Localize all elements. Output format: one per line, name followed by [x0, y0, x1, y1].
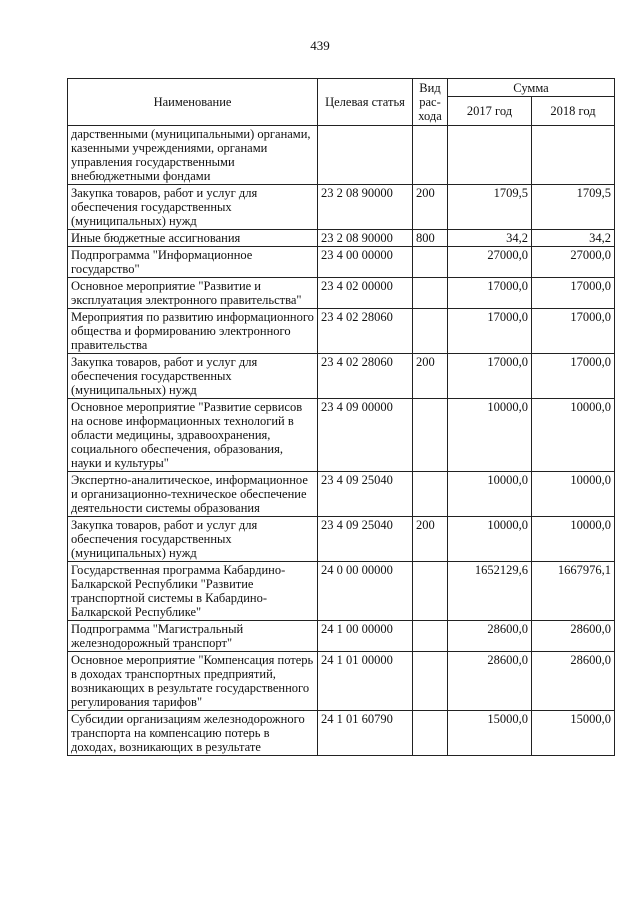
row-code: 23 4 02 28060	[318, 309, 413, 354]
row-sum-2018: 28600,0	[532, 621, 615, 652]
row-sum-2017: 17000,0	[448, 309, 532, 354]
row-sum-2018: 1667976,1	[532, 562, 615, 621]
row-vid	[413, 652, 448, 711]
table-row	[68, 309, 615, 354]
row-sum-2017: 1709,5	[448, 185, 532, 230]
row-code: 24 1 01 60790	[318, 711, 413, 756]
row-vid	[413, 247, 448, 278]
row-vid: 200	[413, 517, 448, 562]
row-name: Иные бюджетные ассигнования	[68, 230, 318, 247]
header-sum: Сумма	[448, 79, 615, 97]
table-row	[68, 399, 615, 472]
row-code: 24 1 00 00000	[318, 621, 413, 652]
row-name: Основное мероприятие "Развитие сервисов на основе информационных технологий в области медицины, здравоохранения, социального обеспечения, образования, науки и культуры"	[68, 399, 318, 472]
row-code: 23 4 00 00000	[318, 247, 413, 278]
row-sum-2018: 10000,0	[532, 399, 615, 472]
row-sum-2018: 17000,0	[532, 354, 615, 399]
table-row	[68, 354, 615, 399]
page-number: 439	[310, 38, 330, 53]
row-name: Закупка товаров, работ и услуг для обеспечения государственных (муниципальных) нужд	[68, 354, 318, 399]
table-row	[68, 472, 615, 517]
row-sum-2017: 1652129,6	[448, 562, 532, 621]
row-name: Мероприятия по развитию информационного общества и формированию электронного правительства	[68, 309, 318, 354]
row-code: 24 0 00 00000	[318, 562, 413, 621]
row-code: 24 1 01 00000	[318, 652, 413, 711]
row-sum-2018: 10000,0	[532, 517, 615, 562]
row-sum-2018	[532, 126, 615, 185]
row-sum-2017: 15000,0	[448, 711, 532, 756]
row-code: 23 4 02 28060	[318, 354, 413, 399]
row-code: 23 2 08 90000	[318, 185, 413, 230]
row-name: Основное мероприятие "Развитие и эксплуатация электронного правительства"	[68, 278, 318, 309]
row-vid: 800	[413, 230, 448, 247]
table-row	[68, 230, 615, 247]
row-vid	[413, 711, 448, 756]
row-sum-2018: 17000,0	[532, 278, 615, 309]
row-name: Государственная программа Кабардино-Балкарской Республики "Развитие транспортной системы в Кабардино-Балкарской Республике"	[68, 562, 318, 621]
row-sum-2017: 17000,0	[448, 278, 532, 309]
table-row	[68, 652, 615, 711]
row-vid	[413, 126, 448, 185]
row-sum-2018: 17000,0	[532, 309, 615, 354]
row-vid: 200	[413, 185, 448, 230]
budget-table	[67, 78, 615, 756]
row-sum-2017: 34,2	[448, 230, 532, 247]
row-vid	[413, 309, 448, 354]
row-name: Субсидии организациям железнодорожного транспорта на компенсацию потерь в доходах, возникающих в результате	[68, 711, 318, 756]
row-sum-2017: 27000,0	[448, 247, 532, 278]
row-sum-2017: 10000,0	[448, 517, 532, 562]
row-sum-2017: 17000,0	[448, 354, 532, 399]
row-name: Экспертно-аналитическое, информационное и организационно-техническое обеспечение деятельности системы образования	[68, 472, 318, 517]
row-name: дарственными (муниципальными) органами, казенными учреждениями, органами управления государственными внебюджетными фондами	[68, 126, 318, 185]
table-header	[68, 79, 615, 126]
row-sum-2018: 1709,5	[532, 185, 615, 230]
row-vid	[413, 399, 448, 472]
table-row	[68, 621, 615, 652]
row-sum-2017: 28600,0	[448, 652, 532, 711]
row-code: 23 2 08 90000	[318, 230, 413, 247]
table-row	[68, 185, 615, 230]
row-vid	[413, 278, 448, 309]
row-name: Основное мероприятие "Компенсация потерь в доходах транспортных предприятий, возникающих в результате государственного регулирования тарифов"	[68, 652, 318, 711]
row-code: 23 4 09 25040	[318, 517, 413, 562]
row-sum-2018: 28600,0	[532, 652, 615, 711]
row-vid: 200	[413, 354, 448, 399]
row-code: 23 4 09 25040	[318, 472, 413, 517]
header-year-2017: 2017 год	[448, 97, 532, 126]
row-name: Закупка товаров, работ и услуг для обеспечения государственных (муниципальных) нужд	[68, 517, 318, 562]
header-vid: Вид рас-хода	[413, 79, 448, 126]
row-sum-2017: 28600,0	[448, 621, 532, 652]
row-vid	[413, 562, 448, 621]
row-code: 23 4 02 00000	[318, 278, 413, 309]
table-row	[68, 126, 615, 185]
row-name: Подпрограмма "Магистральный железнодорожный транспорт"	[68, 621, 318, 652]
row-name: Подпрограмма "Информационное государство"	[68, 247, 318, 278]
table-body	[68, 126, 615, 756]
header-code: Целевая статья	[318, 79, 413, 126]
table-row	[68, 278, 615, 309]
row-sum-2018: 15000,0	[532, 711, 615, 756]
row-sum-2018: 34,2	[532, 230, 615, 247]
table-row	[68, 562, 615, 621]
row-sum-2017: 10000,0	[448, 399, 532, 472]
header-year-2018: 2018 год	[532, 97, 615, 126]
row-sum-2017: 10000,0	[448, 472, 532, 517]
table-row	[68, 247, 615, 278]
row-name: Закупка товаров, работ и услуг для обеспечения государственных (муниципальных) нужд	[68, 185, 318, 230]
header-name: Наименование	[68, 79, 318, 126]
row-sum-2017	[448, 126, 532, 185]
row-vid	[413, 621, 448, 652]
row-code: 23 4 09 00000	[318, 399, 413, 472]
table-row	[68, 711, 615, 756]
row-sum-2018: 10000,0	[532, 472, 615, 517]
row-vid	[413, 472, 448, 517]
table-row	[68, 517, 615, 562]
row-sum-2018: 27000,0	[532, 247, 615, 278]
row-code	[318, 126, 413, 185]
